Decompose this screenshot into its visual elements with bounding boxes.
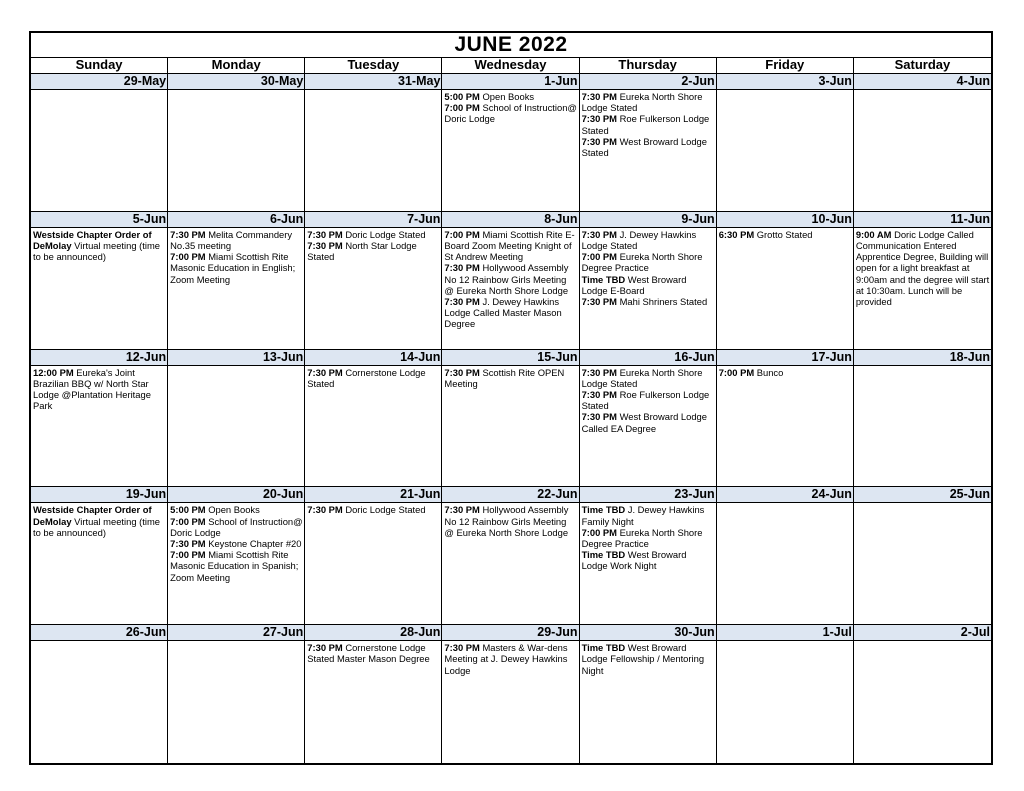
event-time: 7:00 PM (581, 251, 617, 263)
week-row (31, 625, 991, 763)
event-time: 7:00 PM (718, 366, 755, 378)
event-text: Masters & War-dens Meeting at J. Dewey Hawkins Lodge (444, 642, 568, 676)
day-date: 2-Jul (854, 625, 991, 641)
day-events (31, 641, 167, 642)
event-text: Open Books (208, 504, 260, 516)
calendar-event[interactable] (444, 102, 577, 124)
day-cell[interactable] (305, 212, 442, 349)
day-events (442, 228, 578, 330)
day-date: 8-Jun (442, 212, 578, 228)
day-cell[interactable] (854, 212, 991, 349)
day-date: 6-Jun (168, 212, 304, 228)
event-text: Doric Lodge Stated (345, 228, 426, 240)
day-cell[interactable] (305, 487, 442, 624)
day-cell[interactable] (442, 212, 579, 349)
calendar-event[interactable] (307, 642, 440, 664)
event-time: Time TBD (581, 642, 626, 654)
event-time: 7:30 PM (581, 228, 617, 240)
event-text: Eureka North Shore Degree Practice (581, 526, 703, 549)
event-text: Eureka's Joint Brazilian BBQ w/ North Star Lodge @Plantation Heritage Park (33, 366, 151, 412)
event-time: 7:30 PM (307, 504, 343, 516)
event-text: Keystone Chapter #20 (208, 538, 302, 549)
day-events (305, 641, 441, 664)
calendar-event[interactable] (444, 296, 577, 330)
day-date: 14-Jun (305, 350, 441, 366)
event-text: Doric Lodge Called Communication Entered Apprentice Degree, Building will open for a light breakfast at 9:00am and the degree will start at 10:30am. Lunch will be provided (855, 228, 990, 308)
event-time: 7:30 PM (581, 113, 617, 125)
day-cell[interactable] (31, 487, 168, 624)
day-events (717, 503, 853, 504)
day-events (580, 641, 716, 676)
calendar-event[interactable] (582, 504, 715, 526)
event-text: Doric Lodge Stated (345, 504, 426, 516)
event-time: 7:30 PM (307, 240, 343, 251)
day-date: 31-May (305, 74, 441, 90)
day-date: 18-Jun (854, 350, 991, 366)
calendar-event[interactable] (170, 229, 303, 251)
calendar-title: JUNE 2022 (31, 33, 991, 58)
event-time: 7:30 PM (170, 228, 206, 240)
event-time: 5:00 PM (444, 91, 480, 102)
calendar-event[interactable] (582, 642, 715, 676)
day-cell[interactable] (580, 350, 717, 487)
calendar-event[interactable] (856, 229, 990, 307)
day-date: 22-Jun (442, 487, 578, 503)
day-cell[interactable] (168, 74, 305, 211)
day-date: 7-Jun (305, 212, 441, 228)
day-events (305, 366, 441, 389)
day-cell[interactable] (31, 212, 168, 349)
day-cell[interactable] (168, 350, 305, 487)
event-text: Open Books (482, 91, 535, 102)
day-cell[interactable] (854, 350, 991, 487)
event-time: Westside Chapter Order of DeMolay (33, 228, 152, 251)
day-cell[interactable] (168, 625, 305, 763)
day-events (717, 90, 853, 91)
calendar-event[interactable] (444, 91, 577, 102)
day-cell[interactable] (168, 212, 305, 349)
day-events (168, 228, 304, 285)
calendar-event[interactable] (719, 229, 852, 240)
day-date: 12-Jun (31, 350, 167, 366)
event-text: West Broward Lodge Stated (581, 135, 707, 159)
day-date: 29-May (31, 74, 167, 90)
calendar-event[interactable] (582, 296, 715, 307)
event-time: 7:00 PM (444, 102, 480, 114)
event-text: Virtual meeting (time to be announced) (33, 515, 160, 538)
day-events (31, 228, 167, 263)
week-row (31, 487, 991, 625)
event-time: Time TBD (581, 273, 626, 285)
day-events (854, 228, 991, 307)
day-events (717, 228, 853, 240)
day-events (854, 641, 991, 642)
day-date: 10-Jun (717, 212, 853, 228)
day-cell[interactable] (854, 74, 991, 211)
event-time: 7:30 PM (444, 262, 480, 274)
day-date: 9-Jun (580, 212, 716, 228)
event-text: Eureka North Shore Degree Practice (581, 251, 703, 274)
calendar-event[interactable] (582, 229, 715, 251)
event-time: 12:00 PM (33, 366, 74, 378)
event-text: School of Instruction@ Doric Lodge (444, 102, 577, 125)
event-text: Cornerstone Lodge Stated Master Mason Degree (307, 642, 430, 665)
event-text: West Broward Lodge Fellowship / Mentoring Night (581, 642, 705, 676)
day-cell[interactable] (305, 625, 442, 763)
event-text: J. Dewey Hawkins Family Night (581, 504, 705, 527)
day-cell[interactable] (580, 625, 717, 763)
calendar-event[interactable] (444, 367, 577, 389)
day-cell[interactable] (580, 487, 717, 624)
day-date: 16-Jun (580, 350, 716, 366)
day-date: 17-Jun (717, 350, 853, 366)
event-text: Miami Scottish Rite E-Board Zoom Meeting Knight of St Andrew Meeting (444, 228, 575, 263)
calendar-event[interactable] (33, 229, 166, 263)
dow-saturday: Saturday (894, 57, 951, 72)
event-time: 7:30 PM (307, 228, 343, 240)
calendar-weeks (31, 74, 991, 763)
day-cell[interactable] (168, 487, 305, 624)
event-time: Time TBD (581, 549, 626, 561)
day-date: 21-Jun (305, 487, 441, 503)
day-events (854, 90, 991, 91)
event-time: Westside Chapter Order of DeMolay (33, 504, 152, 527)
day-cell[interactable] (717, 350, 854, 487)
event-text: West Broward Lodge Called EA Degree (581, 411, 707, 434)
day-events (168, 90, 304, 91)
day-date: 29-Jun (442, 625, 578, 641)
event-time: 7:30 PM (444, 296, 480, 308)
day-date: 25-Jun (854, 487, 991, 503)
week-row (31, 74, 991, 212)
event-time: 7:00 PM (581, 526, 617, 538)
calendar-event[interactable] (444, 504, 577, 538)
day-cell[interactable] (305, 350, 442, 487)
event-text: West Broward Lodge Work Night (581, 549, 687, 572)
event-text: Bunco (756, 366, 784, 378)
calendar-event[interactable] (307, 229, 440, 240)
event-time: 7:30 PM (581, 296, 617, 308)
day-date: 30-May (168, 74, 304, 90)
dow-tuesday: Tuesday (305, 58, 442, 73)
day-date: 15-Jun (442, 350, 578, 366)
event-text: Roe Fulkerson Lodge Stated (581, 389, 710, 412)
event-time: 7:00 PM (170, 549, 206, 561)
day-events (854, 503, 991, 504)
day-date: 20-Jun (168, 487, 304, 503)
event-time: 7:30 PM (444, 504, 480, 516)
day-date: 4-Jun (854, 74, 991, 90)
day-events (305, 228, 441, 263)
calendar-event[interactable] (33, 367, 166, 412)
calendar-event[interactable] (33, 504, 166, 538)
day-events (31, 503, 167, 538)
event-time: 7:00 PM (170, 251, 206, 263)
calendar (29, 31, 993, 765)
event-text: Miami Scottish Rite Masonic Education in English; Zoom Meeting (170, 251, 296, 285)
calendar-event[interactable] (582, 91, 715, 113)
event-time: 7:30 PM (581, 411, 617, 423)
event-text: School of Instruction@ Doric Lodge (170, 515, 303, 538)
day-events (580, 90, 716, 158)
calendar-event[interactable] (170, 538, 303, 549)
calendar-event[interactable] (444, 229, 577, 263)
day-cell[interactable] (717, 74, 854, 211)
calendar-event[interactable] (170, 504, 303, 515)
day-events (580, 503, 716, 571)
dow-sunday: Sunday (31, 58, 168, 73)
day-cell[interactable] (580, 212, 717, 349)
day-events (31, 90, 167, 91)
dow-friday: Friday (717, 58, 854, 73)
day-date: 1-Jul (717, 625, 853, 641)
day-events (854, 366, 991, 367)
day-date: 3-Jun (717, 74, 853, 90)
event-text: Roe Fulkerson Lodge Stated (581, 113, 710, 136)
day-cell[interactable] (442, 487, 579, 624)
event-time: 7:30 PM (581, 135, 617, 147)
event-time: 7:00 PM (170, 515, 206, 527)
event-text: J. Dewey Hawkins Lodge Stated (581, 228, 697, 251)
event-time: 7:30 PM (170, 538, 206, 549)
event-text: Hollywood Assembly No 12 Rainbow Girls Meeting @ Eureka North Shore Lodge (444, 262, 569, 296)
event-time: 7:30 PM (581, 389, 617, 400)
day-cell[interactable] (854, 625, 991, 763)
day-cell[interactable] (442, 74, 579, 211)
day-events (305, 90, 441, 91)
calendar-event[interactable] (582, 367, 715, 389)
day-cell[interactable] (31, 625, 168, 763)
day-events (168, 503, 304, 582)
calendar-event[interactable] (582, 527, 715, 549)
calendar-event[interactable] (582, 549, 715, 571)
day-date: 13-Jun (168, 350, 304, 366)
day-date: 11-Jun (854, 212, 991, 228)
calendar-event[interactable] (582, 411, 715, 433)
day-date: 23-Jun (580, 487, 716, 503)
calendar-event[interactable] (307, 240, 440, 262)
event-text: Mahi Shriners Stated (619, 296, 708, 308)
event-time: 5:00 PM (170, 504, 206, 516)
day-date: 26-Jun (31, 625, 167, 641)
day-date: 30-Jun (580, 625, 716, 641)
dow-monday: Monday (168, 58, 305, 73)
day-date: 1-Jun (442, 74, 578, 90)
day-date: 5-Jun (31, 212, 167, 228)
day-cell[interactable] (31, 350, 168, 487)
week-row (31, 350, 991, 488)
day-events (442, 366, 578, 389)
calendar-event[interactable] (582, 136, 715, 158)
day-date: 2-Jun (580, 74, 716, 90)
day-events (717, 366, 853, 378)
calendar-event[interactable] (170, 251, 303, 285)
day-events (305, 503, 441, 515)
event-text: Grotto Stated (756, 228, 813, 240)
day-cell[interactable] (580, 74, 717, 211)
dow-wednesday: Wednesday (442, 58, 579, 73)
day-events (168, 641, 304, 642)
event-time: 7:30 PM (581, 91, 617, 102)
day-cell[interactable] (717, 212, 854, 349)
event-text: J. Dewey Hawkins Lodge Called Master Mason Degree (444, 296, 562, 330)
calendar-event[interactable] (307, 367, 440, 389)
day-events (580, 228, 716, 307)
calendar-event[interactable] (444, 642, 577, 676)
event-time: Time TBD (581, 504, 626, 516)
day-events (442, 503, 578, 538)
event-time: 7:30 PM (444, 642, 480, 654)
event-text: Eureka North Shore Lodge Stated (581, 91, 703, 114)
day-cell[interactable] (717, 487, 854, 624)
day-cell[interactable] (442, 625, 579, 763)
day-events (31, 366, 167, 412)
calendar-event[interactable] (719, 367, 852, 378)
calendar-event[interactable] (582, 251, 715, 273)
event-time: 7:30 PM (581, 366, 617, 378)
event-time: 7:30 PM (307, 366, 343, 378)
event-text: Melita Commandery No.35 meeting (170, 228, 293, 251)
calendar-event[interactable] (307, 504, 440, 515)
day-events (580, 366, 716, 434)
calendar-event[interactable] (582, 113, 715, 135)
event-time: 7:30 PM (444, 366, 480, 378)
event-text: Miami Scottish Rite Masonic Education in Spanish; Zoom Meeting (170, 549, 299, 583)
event-text: Virtual meeting (time to be announced) (33, 240, 160, 263)
event-text: Eureka North Shore Lodge Stated (581, 366, 703, 389)
day-events (168, 366, 304, 367)
day-events (442, 641, 578, 676)
event-time: 9:00 AM (855, 228, 892, 240)
day-events (442, 90, 578, 125)
calendar-event[interactable] (444, 262, 577, 296)
event-time: 6:30 PM (718, 228, 755, 240)
day-cell[interactable] (305, 74, 442, 211)
day-cell[interactable] (442, 350, 579, 487)
calendar-event[interactable] (582, 274, 715, 296)
day-cell[interactable] (717, 625, 854, 763)
calendar-event[interactable] (170, 516, 303, 538)
dow-thursday: Thursday (580, 58, 717, 73)
calendar-event[interactable] (170, 549, 303, 583)
event-text: West Broward Lodge E-Board (581, 273, 687, 296)
day-date: 24-Jun (717, 487, 853, 503)
day-cell[interactable] (31, 74, 168, 211)
day-events (717, 641, 853, 642)
event-text: North Star Lodge Stated (307, 240, 417, 263)
week-row (31, 212, 991, 350)
day-date: 27-Jun (168, 625, 304, 641)
day-cell[interactable] (854, 487, 991, 624)
event-text: Scottish Rite OPEN Meeting (444, 366, 565, 389)
event-time: 7:30 PM (307, 642, 343, 654)
day-date: 19-Jun (31, 487, 167, 503)
calendar-event[interactable] (582, 389, 715, 411)
day-of-week-header (31, 58, 991, 74)
event-time: 7:00 PM (444, 228, 480, 240)
event-text: Cornerstone Lodge Stated (307, 366, 426, 389)
day-date: 28-Jun (305, 625, 441, 641)
event-text: Hollywood Assembly No 12 Rainbow Girls Meeting @ Eureka North Shore Lodge (444, 504, 569, 538)
